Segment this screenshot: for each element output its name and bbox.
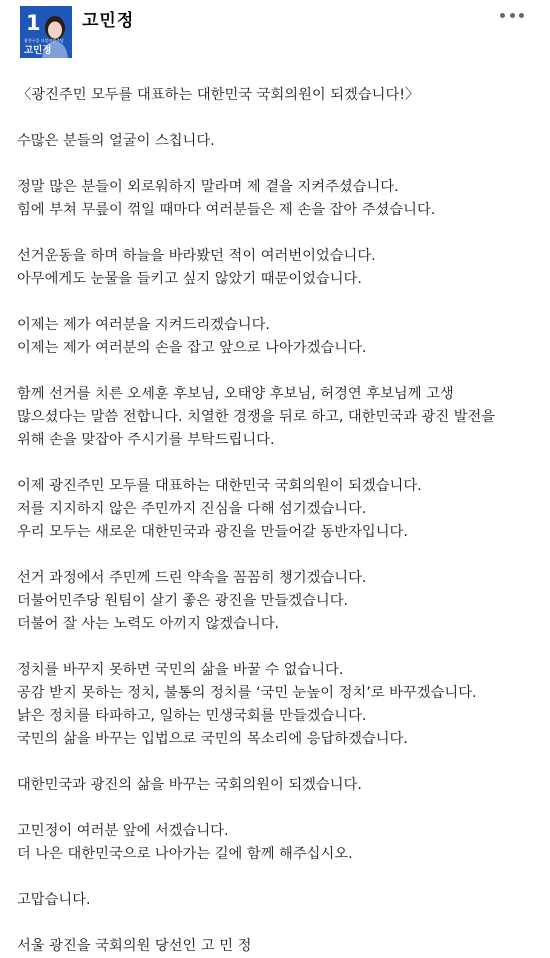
avatar[interactable] (20, 6, 72, 58)
post-text-line: 고민정이 여러분 앞에 서겠습니다. (17, 823, 229, 839)
post-paragraph (17, 383, 537, 452)
post-text-line: 낡은 정치를 타파하고, 일하는 민생국회를 만들겠습니다. (17, 708, 367, 724)
post-text-line: 이제 광진주민 모두를 대표하는 대한민국 국회의원이 되겠습니다. (17, 478, 422, 494)
post-text-line: 국민의 삶을 바꾸는 입법으로 국민의 목소리에 응답하겠습니다. (17, 731, 408, 747)
post-text-line: 더불어민주당 원팀이 살기 좋은 광진을 만들겠습니다. (17, 593, 349, 609)
post-paragraph (17, 84, 537, 107)
post-text-line: 우리 모두는 새로운 대한민국과 광진을 만들어갈 동반자입니다. (17, 524, 408, 540)
paragraph-gap (17, 107, 537, 130)
paragraph-gap (17, 544, 537, 567)
more-horizontal-icon (500, 13, 505, 18)
post-text-line: 대한민국과 광진의 삶을 바꾸는 국회의원이 되겠습니다. (17, 777, 362, 793)
paragraph-gap (17, 452, 537, 475)
post-text-line: 많으셨다는 말씀 전합니다. 치열한 경쟁을 뒤로 하고, 대한민국과 광진 발전을 (17, 409, 496, 425)
post-text-line: 이제는 제가 여러분의 손을 잡고 앞으로 나아가겠습니다. (17, 340, 367, 356)
paragraph-gap (17, 866, 537, 889)
more-horizontal-icon (510, 13, 515, 18)
post-header (0, 0, 550, 64)
post-text-line: 〈광진주민 모두를 대표하는 대한민국 국회의원이 되겠습니다!〉 (17, 87, 420, 103)
post-body (17, 84, 537, 958)
post-paragraph (17, 935, 537, 958)
post-text-line: 공감 받지 못하는 정치, 불통의 정치를 ‘국민 눈높이 정치’로 바꾸겠습니다. (17, 685, 477, 701)
paragraph-gap (17, 153, 537, 176)
post-text-line: 선거운동을 하며 하늘을 바라봤던 적이 여러번이었습니다. (17, 248, 376, 264)
post-text-line: 더 나은 대한민국으로 나아가는 길에 함께 해주십시오. (17, 846, 353, 862)
post-paragraph (17, 245, 537, 291)
post-text-line: 수많은 분들의 얼굴이 스칩니다. (17, 133, 215, 149)
paragraph-gap (17, 912, 537, 935)
post-text-line: 위해 손을 맞잡아 주시기를 부탁드립니다. (17, 432, 275, 448)
profile-name[interactable]: 고민정 (82, 11, 135, 31)
avatar-name: 고민정 (24, 45, 52, 56)
post-paragraph (17, 130, 537, 153)
more-horizontal-icon (519, 13, 524, 18)
post-text-line: 고맙습니다. (17, 892, 91, 908)
post-text-line: 선거 과정에서 주민께 드린 약속을 꼼꼼히 챙기겠습니다. (17, 570, 367, 586)
post-text-line: 이제는 제가 여러분을 지켜드리겠습니다. (17, 317, 270, 333)
post-paragraph (17, 567, 537, 636)
post-paragraph (17, 820, 537, 866)
post-text-line: 정치를 바꾸지 못하면 국민의 삶을 바꿀 수 없습니다. (17, 662, 344, 678)
avatar-tagline: 광진구을 더불어민주당 (24, 38, 64, 43)
paragraph-gap (17, 291, 537, 314)
paragraph-gap (17, 360, 537, 383)
campaign-avatar-icon (20, 6, 72, 58)
post-text-line: 저를 지지하지 않은 주민까지 진심을 다해 섬기겠습니다. (17, 501, 367, 517)
post-paragraph (17, 889, 537, 912)
post-text-line: 아무에게도 눈물을 들키고 싶지 않았기 때문이었습니다. (17, 271, 362, 287)
post-paragraph (17, 475, 537, 544)
post-text-line: 더불어 잘 사는 노력도 아끼지 않겠습니다. (17, 616, 280, 632)
paragraph-gap (17, 751, 537, 774)
post-text-line: 정말 많은 분들이 외로워하지 말라며 제 곁을 지켜주셨습니다. (17, 179, 399, 195)
paragraph-gap (17, 222, 537, 245)
more-options-button[interactable] (500, 11, 524, 19)
post-paragraph (17, 659, 537, 751)
post-text-line: 함께 선거를 치른 오세훈 후보님, 오태양 후보님, 허경연 후보님께 고생 (17, 386, 454, 402)
post-text-line: 힘에 부쳐 무릎이 꺾일 때마다 여러분들은 제 손을 잡아 주셨습니다. (17, 202, 436, 218)
paragraph-gap (17, 636, 537, 659)
post-paragraph (17, 314, 537, 360)
post-paragraph (17, 774, 537, 797)
post-text-line: 서울 광진을 국회의원 당선인 고 민 정 (17, 938, 252, 954)
paragraph-gap (17, 797, 537, 820)
avatar-badge-number: 1 (26, 11, 41, 35)
post-paragraph (17, 176, 537, 222)
